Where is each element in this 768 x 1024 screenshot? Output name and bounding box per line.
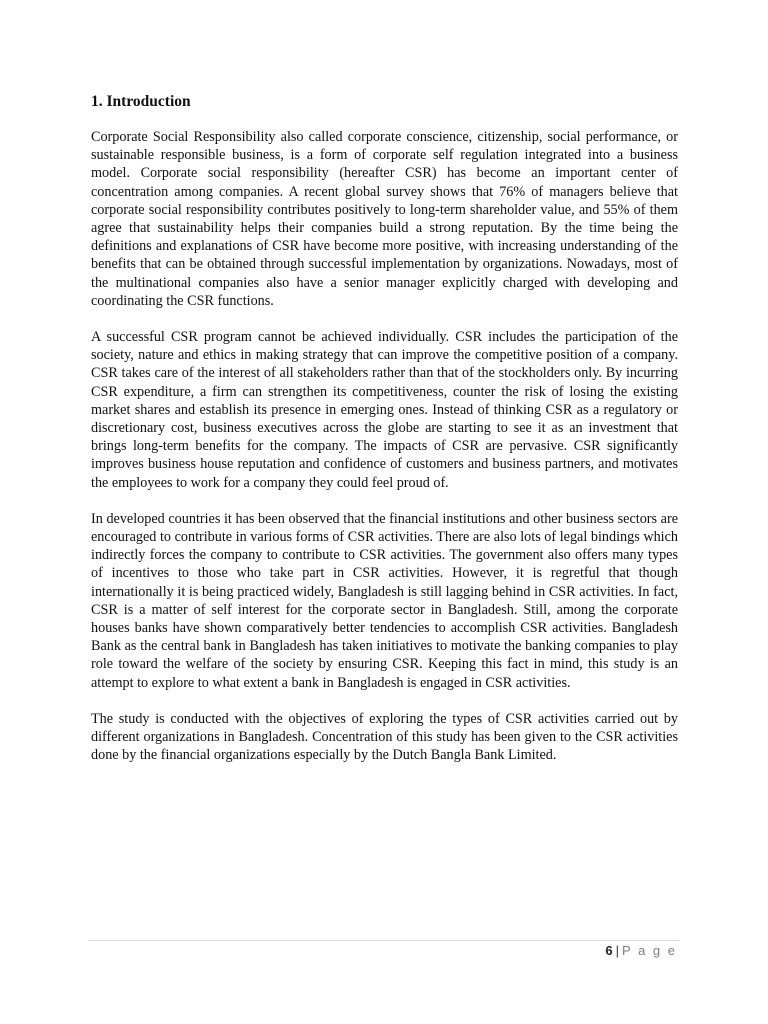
paragraph-1: Corporate Social Responsibility also called corporate conscience, citizenship, social performance, or sustainable responsible business, is a form of corporate self regulation integrated into a business model. Corporate social responsibility (hereafter CSR) has become an important center of concentration among companies. A recent global survey shows that 76% of managers believe that corporate social responsibility contributes positively to long-term shareholder value, and 55% of them agree that sustainability helps their companies build a strong reputation. By the time being the definitions and explanations of CSR have become more positive, with increasing understanding of the benefits that can be obtained through successful implementation by organizations. Nowadays, most of the multinational companies also have a senior manager explicitly charged with developing and coordinating the CSR functions.: [91, 129, 678, 309]
paragraph-4: The study is conducted with the objectives of exploring the types of CSR activities carried out by different organizations in Bangladesh. Concentration of this study has been given to the CSR activities done by the financial organizations especially by the Dutch Bangla Bank Limited.: [91, 710, 678, 764]
page-footer: [605, 943, 677, 958]
page-number: 6: [605, 943, 613, 958]
footer-separator: |: [615, 943, 620, 958]
page-label: P a g e: [622, 943, 677, 958]
paragraph-2: A successful CSR program cannot be achieved individually. CSR includes the participation of the society, nature and ethics in making strategy that can improve the competitive position of a company. CSR takes care of the interest of all stakeholders rather than that of the stockholders only. By incurring CSR expenditure, a firm can strengthen its competitiveness, counter the risk of losing the existing market shares and establish its presence in emerging ones. Instead of thinking CSR as a regulatory or discretionary cost, business executives across the globe are starting to see it as an investment that brings long-term benefits for the company. The impacts of CSR are pervasive. CSR significantly improves business house reputation and confidence of customers and business partners, and motivates the employees to work for a company they could feel proud of.: [91, 329, 678, 491]
body-text: [91, 128, 678, 783]
footer-divider: [88, 940, 679, 941]
paragraph-3: In developed countries it has been observed that the financial institutions and other business sectors are encouraged to contribute in various forms of CSR activities. There are also lots of legal bindings which indirectly forces the company to contribute to CSR activities. The government also offers many types of incentives to those who take part in CSR activities. However, it is regretful that though internationally it is being practiced widely, Bangladesh is still lagging behind in CSR activities. In fact, CSR is a matter of self interest for the corporate sector in Bangladesh. Still, among the corporate houses banks have shown comparatively better tendencies to accomplish CSR activities. Bangladesh Bank as the central bank in Bangladesh has taken initiatives to motivate the banking companies to play role toward the welfare of the society by ensuring CSR. Keeping this fact in mind, this study is an attempt to explore to what extent a bank in Bangladesh is engaged in CSR activities.: [91, 510, 678, 691]
section-heading: 1. Introduction: [91, 93, 191, 110]
